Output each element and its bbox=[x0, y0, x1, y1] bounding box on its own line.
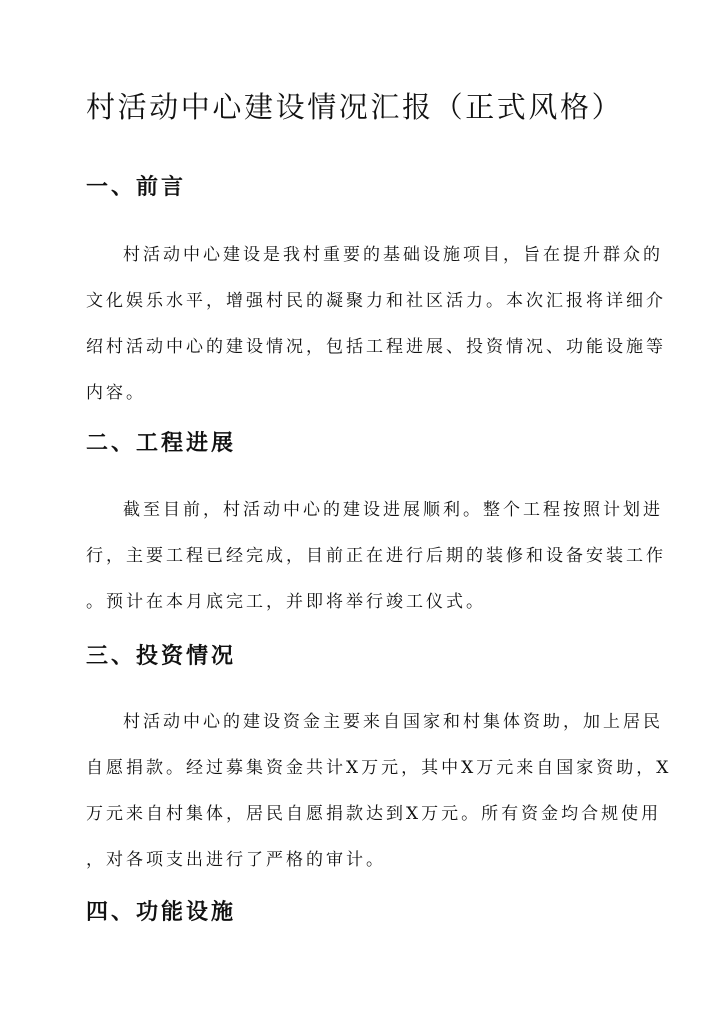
paragraph-line: 村活动中心的建设资金主要来自国家和村集体资助，加上居民 bbox=[123, 712, 663, 732]
section-paragraph-preface bbox=[86, 232, 666, 416]
paragraph-line: 万元来自村集体，居民自愿捐款达到X万元。所有资金均合规使用 bbox=[86, 804, 662, 824]
paragraph-line: 绍村活动中心的建设情况，包括工程进展、投资情况、功能设施等 bbox=[86, 337, 666, 357]
section-heading-facilities: 四、功能设施 bbox=[86, 899, 237, 925]
paragraph-line: 自愿捐款。经过募集资金共计X万元，其中X万元来自国家资助，X bbox=[86, 758, 672, 778]
document-title: 村活动中心建设情况汇报（正式风格） bbox=[86, 90, 624, 124]
paragraph-line: ，对各项支出进行了严格的审计。 bbox=[86, 850, 386, 870]
section-paragraph-investment bbox=[86, 699, 672, 883]
paragraph-line: 。预计在本月底完工，并即将举行竣工仪式。 bbox=[86, 592, 486, 612]
paragraph-line: 文化娱乐水平，增强村民的凝聚力和社区活力。本次汇报将详细介 bbox=[86, 291, 666, 311]
section-heading-investment: 三、投资情况 bbox=[86, 643, 237, 669]
paragraph-line: 行，主要工程已经完成，目前正在进行后期的装修和设备安装工作 bbox=[86, 546, 666, 566]
section-heading-progress: 二、工程进展 bbox=[86, 430, 237, 456]
section-heading-preface: 一、前言 bbox=[86, 174, 187, 200]
paragraph-line: 内容。 bbox=[86, 383, 146, 403]
paragraph-line: 村活动中心建设是我村重要的基础设施项目，旨在提升群众的 bbox=[123, 245, 663, 265]
section-paragraph-progress bbox=[86, 487, 666, 625]
paragraph-line: 截至目前，村活动中心的建设进展顺利。整个工程按照计划进 bbox=[123, 500, 663, 520]
